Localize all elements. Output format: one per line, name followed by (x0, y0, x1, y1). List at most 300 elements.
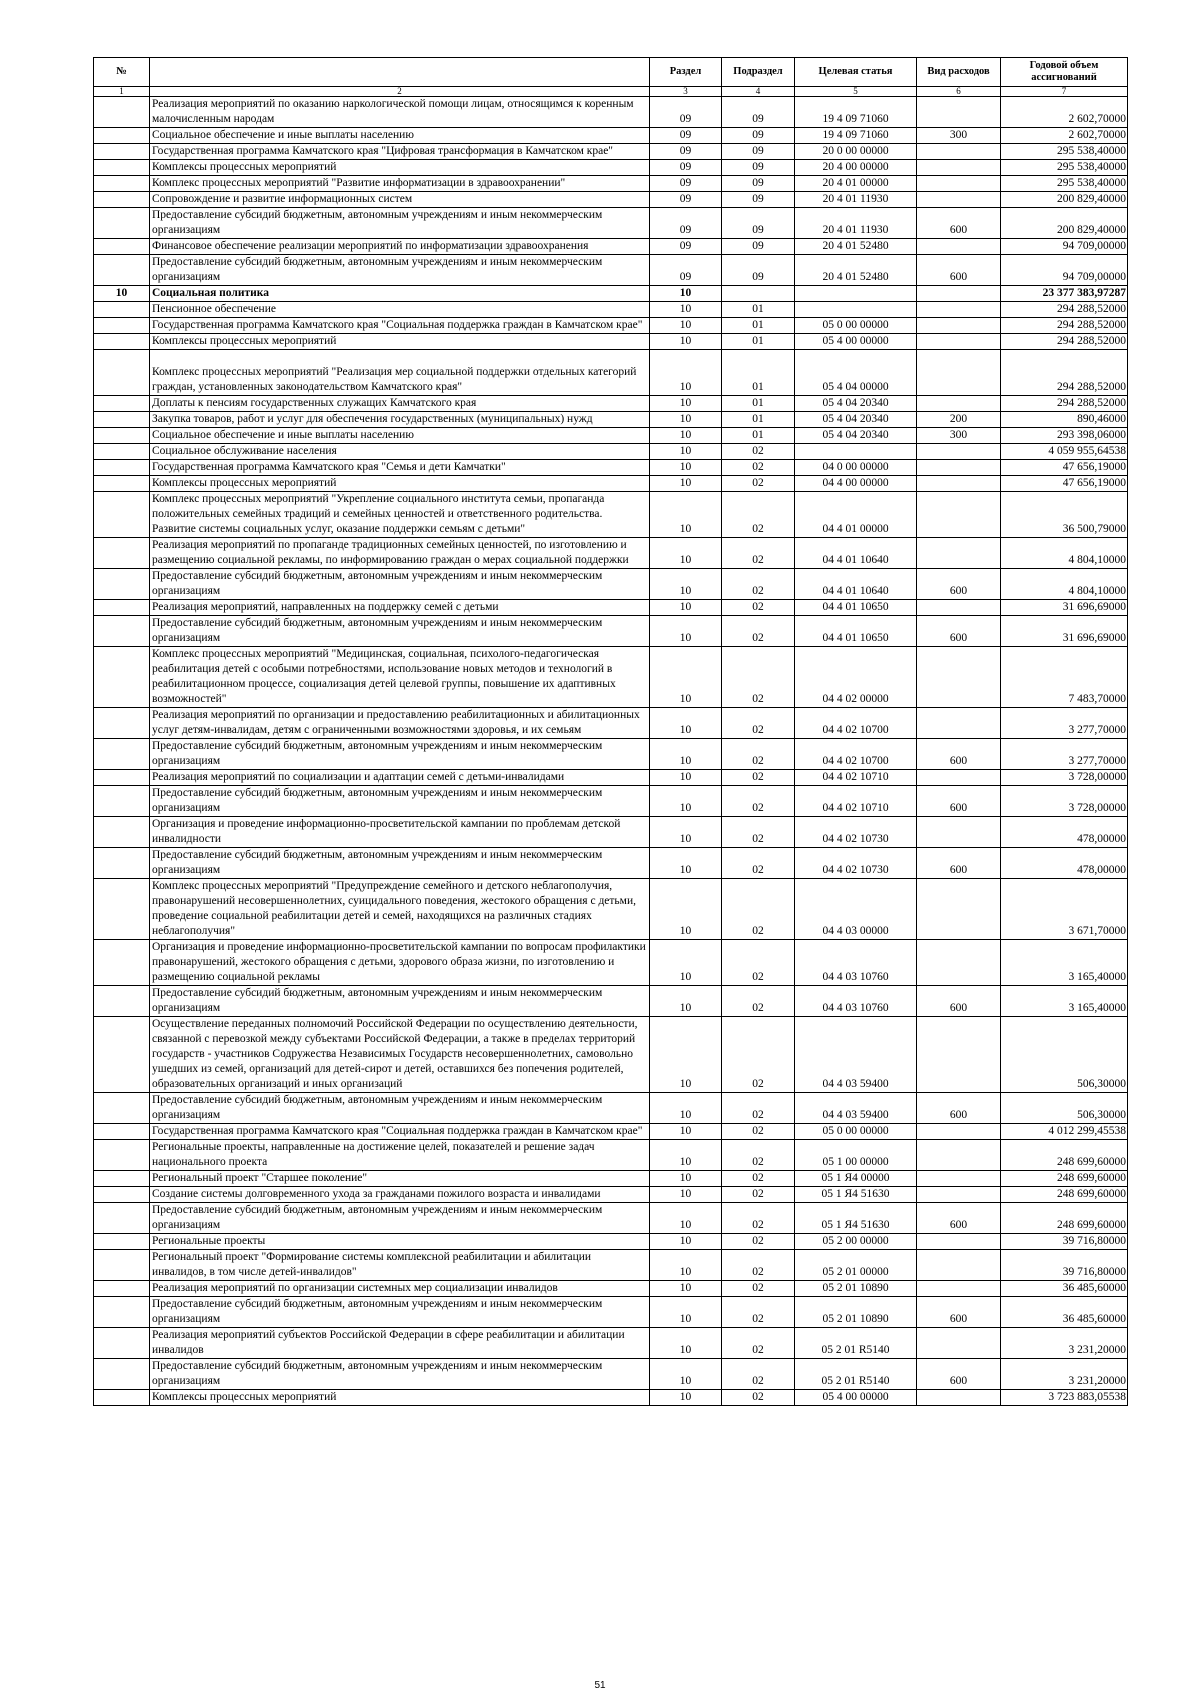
row-number (94, 1250, 150, 1281)
expense-name: Пенсионное обеспечение (150, 302, 650, 318)
section-code: 10 (650, 350, 722, 396)
row-number (94, 412, 150, 428)
section-code: 10 (650, 334, 722, 350)
table-row (94, 1171, 1128, 1187)
expense-name: Предоставление субсидий бюджетным, автономным учреждениям и иным некоммерческим организациям (150, 1359, 650, 1390)
section-code: 09 (650, 192, 722, 208)
expense-name: Региональный проект "Старшее поколение" (150, 1171, 650, 1187)
row-number (94, 940, 150, 986)
target-article-code: 20 4 01 11930 (795, 208, 917, 239)
table-row (94, 770, 1128, 786)
table-row (94, 1359, 1128, 1390)
annual-amount: 47 656,19000 (1001, 460, 1128, 476)
annual-amount: 94 709,00000 (1001, 239, 1128, 255)
table-row (94, 1234, 1128, 1250)
row-number (94, 1140, 150, 1171)
subsection-code: 09 (722, 208, 795, 239)
target-article-code: 04 0 00 00000 (795, 460, 917, 476)
target-article-code: 04 4 00 00000 (795, 476, 917, 492)
annual-amount: 39 716,80000 (1001, 1250, 1128, 1281)
expense-type-code (917, 1250, 1001, 1281)
section-code: 10 (650, 647, 722, 708)
subsection-code: 02 (722, 1140, 795, 1171)
target-article-code: 04 4 02 10710 (795, 770, 917, 786)
target-article-code: 04 4 02 10730 (795, 817, 917, 848)
target-article-code: 05 2 01 10890 (795, 1297, 917, 1328)
expense-name: Финансовое обеспечение реализации мероприятий по информатизации здравоохранения (150, 239, 650, 255)
expense-type-code (917, 1187, 1001, 1203)
expense-type-code: 600 (917, 986, 1001, 1017)
section-code: 10 (650, 286, 722, 302)
column-number: 6 (917, 87, 1001, 97)
expense-type-code: 600 (917, 739, 1001, 770)
annual-amount: 248 699,60000 (1001, 1171, 1128, 1187)
row-number (94, 334, 150, 350)
annual-amount: 890,46000 (1001, 412, 1128, 428)
expense-name: Комплекс процессных мероприятий "Укрепление социального института семьи, пропаганда положительных семейных традиций и семейных ценностей и ответственного родительства. Развитие системы социальных услуг, оказание поддержки семьям с детьми" (150, 492, 650, 538)
section-code: 10 (650, 770, 722, 786)
expense-type-code: 200 (917, 412, 1001, 428)
expense-type-code: 300 (917, 128, 1001, 144)
annual-amount: 4 012 299,45538 (1001, 1124, 1128, 1140)
subsection-code: 02 (722, 460, 795, 476)
target-article-code: 04 4 02 10700 (795, 708, 917, 739)
section-code: 10 (650, 817, 722, 848)
row-number (94, 476, 150, 492)
annual-amount: 3 231,20000 (1001, 1359, 1128, 1390)
header-number: № (94, 58, 150, 87)
target-article-code: 05 2 01 10890 (795, 1281, 917, 1297)
table-row (94, 334, 1128, 350)
subsection-code: 02 (722, 1124, 795, 1140)
row-number (94, 444, 150, 460)
expense-type-code (917, 1017, 1001, 1093)
subsection-code: 02 (722, 1281, 795, 1297)
section-code: 09 (650, 97, 722, 128)
table-row (94, 647, 1128, 708)
target-article-code: 05 2 00 00000 (795, 1234, 917, 1250)
row-number (94, 647, 150, 708)
target-article-code: 20 4 01 11930 (795, 192, 917, 208)
expense-type-code: 600 (917, 1297, 1001, 1328)
annual-amount: 3 728,00000 (1001, 786, 1128, 817)
section-code: 09 (650, 255, 722, 286)
target-article-code (795, 302, 917, 318)
table-row (94, 476, 1128, 492)
section-code: 10 (650, 1203, 722, 1234)
row-number (94, 616, 150, 647)
header-expense-type: Вид расходов (917, 58, 1001, 87)
row-number (94, 848, 150, 879)
column-number: 4 (722, 87, 795, 97)
annual-amount: 2 602,70000 (1001, 97, 1128, 128)
table-row (94, 144, 1128, 160)
expense-type-code (917, 1328, 1001, 1359)
section-code: 10 (650, 616, 722, 647)
annual-amount: 294 288,52000 (1001, 396, 1128, 412)
target-article-code: 20 4 01 00000 (795, 176, 917, 192)
target-article-code: 05 4 00 00000 (795, 1390, 917, 1406)
annual-amount: 36 485,60000 (1001, 1281, 1128, 1297)
annual-amount: 294 288,52000 (1001, 334, 1128, 350)
row-number (94, 879, 150, 940)
row-number (94, 492, 150, 538)
expense-type-code (917, 160, 1001, 176)
annual-amount: 3 671,70000 (1001, 879, 1128, 940)
subsection-code: 02 (722, 444, 795, 460)
expense-name: Комплекс процессных мероприятий "Предупреждение семейного и детского неблагополучия, правонарушений несовершеннолетних, суицидального поведения, жестокого обращения с детьми, проведение социальной реабилитации детей и семей, находящихся на различных стадиях неблагополучия" (150, 879, 650, 940)
table-row (94, 1140, 1128, 1171)
table-row (94, 208, 1128, 239)
row-number (94, 538, 150, 569)
table-body (94, 97, 1128, 1406)
expense-type-code (917, 1124, 1001, 1140)
target-article-code: 04 4 01 10640 (795, 569, 917, 600)
target-article-code: 04 4 02 10710 (795, 786, 917, 817)
table-row (94, 940, 1128, 986)
section-code: 10 (650, 1234, 722, 1250)
section-code: 10 (650, 1140, 722, 1171)
expense-type-code (917, 318, 1001, 334)
annual-amount: 478,00000 (1001, 848, 1128, 879)
expense-type-code (917, 1281, 1001, 1297)
expense-name: Организация и проведение информационно-просветительской кампании по вопросам профилактики правонарушений, жестокого обращения с детьми, здорового образа жизни, по изготовлению и размещению социальной рекламы (150, 940, 650, 986)
section-code: 10 (650, 1390, 722, 1406)
subsection-code: 02 (722, 1203, 795, 1234)
expense-name: Предоставление субсидий бюджетным, автономным учреждениям и иным некоммерческим организациям (150, 616, 650, 647)
table-row (94, 739, 1128, 770)
subsection-code: 02 (722, 569, 795, 600)
target-article-code: 05 2 01 00000 (795, 1250, 917, 1281)
table-row (94, 128, 1128, 144)
expense-name: Комплекс процессных мероприятий "Реализация мер социальной поддержки отдельных категорий граждан, установленных законодательством Камчатского края" (150, 350, 650, 396)
target-article-code: 04 4 03 10760 (795, 940, 917, 986)
annual-amount: 200 829,40000 (1001, 208, 1128, 239)
target-article-code: 05 4 04 20340 (795, 412, 917, 428)
expense-name: Реализация мероприятий по организации и предоставлению реабилитационных и абилитационных услуг детям-инвалидам, детям с ограниченными возможностями здоровья, и их семьям (150, 708, 650, 739)
budget-table (93, 57, 1128, 1406)
subsection-code: 02 (722, 770, 795, 786)
section-code: 10 (650, 786, 722, 817)
subsection-code: 02 (722, 817, 795, 848)
table-row (94, 786, 1128, 817)
annual-amount: 3 723 883,05538 (1001, 1390, 1128, 1406)
table-row (94, 286, 1128, 302)
expense-name: Предоставление субсидий бюджетным, автономным учреждениям и иным некоммерческим организациям (150, 986, 650, 1017)
table-row (94, 600, 1128, 616)
expense-name: Доплаты к пенсиям государственных служащих Камчатского края (150, 396, 650, 412)
expense-name: Комплексы процессных мероприятий (150, 1390, 650, 1406)
annual-amount: 295 538,40000 (1001, 160, 1128, 176)
table-row (94, 569, 1128, 600)
section-code: 10 (650, 492, 722, 538)
table-row (94, 708, 1128, 739)
row-number (94, 770, 150, 786)
subsection-code: 01 (722, 350, 795, 396)
expense-name: Комплексы процессных мероприятий (150, 476, 650, 492)
column-numbers-row (94, 87, 1128, 97)
table-row (94, 1328, 1128, 1359)
target-article-code: 04 4 03 00000 (795, 879, 917, 940)
section-code: 10 (650, 569, 722, 600)
row-number (94, 428, 150, 444)
expense-name: Региональные проекты, направленные на достижение целей, показателей и решение задач национального проекта (150, 1140, 650, 1171)
target-article-code: 05 4 04 00000 (795, 350, 917, 396)
row-number (94, 1234, 150, 1250)
row-number (94, 302, 150, 318)
expense-type-code (917, 239, 1001, 255)
expense-name: Предоставление субсидий бюджетным, автономным учреждениям и иным некоммерческим организациям (150, 255, 650, 286)
header-subsection: Подраздел (722, 58, 795, 87)
row-number (94, 986, 150, 1017)
target-article-code: 04 4 03 10760 (795, 986, 917, 1017)
table-row (94, 879, 1128, 940)
expense-type-code: 600 (917, 208, 1001, 239)
row-number (94, 1390, 150, 1406)
annual-amount: 294 288,52000 (1001, 350, 1128, 396)
row-number (94, 600, 150, 616)
budget-table-sheet (93, 57, 1127, 1406)
annual-amount: 39 716,80000 (1001, 1234, 1128, 1250)
expense-type-code (917, 396, 1001, 412)
row-number (94, 1359, 150, 1390)
expense-type-code (917, 940, 1001, 986)
annual-amount: 4 804,10000 (1001, 569, 1128, 600)
section-code: 10 (650, 302, 722, 318)
subsection-code: 09 (722, 239, 795, 255)
target-article-code: 05 1 00 00000 (795, 1140, 917, 1171)
expense-name: Предоставление субсидий бюджетным, автономным учреждениям и иным некоммерческим организациям (150, 848, 650, 879)
annual-amount: 200 829,40000 (1001, 192, 1128, 208)
section-code: 10 (650, 848, 722, 879)
row-number (94, 144, 150, 160)
annual-amount: 94 709,00000 (1001, 255, 1128, 286)
table-row (94, 176, 1128, 192)
expense-name: Реализация мероприятий, направленных на поддержку семей с детьми (150, 600, 650, 616)
subsection-code: 02 (722, 616, 795, 647)
subsection-code (722, 286, 795, 302)
table-row (94, 350, 1128, 396)
subsection-code: 02 (722, 476, 795, 492)
row-number (94, 208, 150, 239)
expense-name: Создание системы долговременного ухода за гражданами пожилого возраста и инвалидами (150, 1187, 650, 1203)
subsection-code: 09 (722, 255, 795, 286)
expense-name: Комплекс процессных мероприятий "Медицинская, социальная, психолого-педагогическая реабилитация детей с особыми потребностями, использование новых методов и технологий в реабилитационном процессе, социализация детей целевой группы, повышение их адаптивных возможностей" (150, 647, 650, 708)
section-code: 09 (650, 208, 722, 239)
row-number (94, 1124, 150, 1140)
expense-type-code: 600 (917, 1093, 1001, 1124)
subsection-code: 01 (722, 428, 795, 444)
table-row (94, 160, 1128, 176)
subsection-code: 02 (722, 1390, 795, 1406)
expense-type-code (917, 476, 1001, 492)
target-article-code: 05 4 04 20340 (795, 396, 917, 412)
expense-name: Социальное обслуживание населения (150, 444, 650, 460)
expense-name: Комплекс процессных мероприятий "Развитие информатизации в здравоохранении" (150, 176, 650, 192)
expense-type-code: 600 (917, 616, 1001, 647)
section-code: 09 (650, 144, 722, 160)
target-article-code: 05 0 00 00000 (795, 318, 917, 334)
target-article-code: 04 4 02 10730 (795, 848, 917, 879)
expense-type-code (917, 647, 1001, 708)
section-code: 10 (650, 879, 722, 940)
expense-name: Государственная программа Камчатского края "Семья и дети Камчатки" (150, 460, 650, 476)
annual-amount: 36 500,79000 (1001, 492, 1128, 538)
row-number (94, 786, 150, 817)
annual-amount: 3 165,40000 (1001, 986, 1128, 1017)
row-number (94, 350, 150, 396)
expense-type-code (917, 770, 1001, 786)
target-article-code: 19 4 09 71060 (795, 97, 917, 128)
expense-name: Социальная политика (150, 286, 650, 302)
table-row (94, 1281, 1128, 1297)
header-target-article: Целевая статья (795, 58, 917, 87)
expense-type-code (917, 192, 1001, 208)
annual-amount: 295 538,40000 (1001, 176, 1128, 192)
subsection-code: 02 (722, 600, 795, 616)
target-article-code: 05 1 Я4 51630 (795, 1187, 917, 1203)
row-number (94, 176, 150, 192)
expense-type-code (917, 1140, 1001, 1171)
table-row (94, 986, 1128, 1017)
column-number: 2 (150, 87, 650, 97)
expense-type-code: 600 (917, 1203, 1001, 1234)
annual-amount: 31 696,69000 (1001, 600, 1128, 616)
target-article-code: 04 4 01 10650 (795, 600, 917, 616)
subsection-code: 09 (722, 160, 795, 176)
table-row (94, 1250, 1128, 1281)
expense-type-code (917, 492, 1001, 538)
expense-name: Предоставление субсидий бюджетным, автономным учреждениям и иным некоммерческим организациям (150, 569, 650, 600)
row-number (94, 192, 150, 208)
row-number (94, 239, 150, 255)
target-article-code (795, 286, 917, 302)
subsection-code: 02 (722, 739, 795, 770)
row-number (94, 396, 150, 412)
section-code: 10 (650, 318, 722, 334)
section-code: 10 (650, 396, 722, 412)
subsection-code: 02 (722, 1171, 795, 1187)
subsection-code: 09 (722, 144, 795, 160)
table-row (94, 1297, 1128, 1328)
target-article-code: 04 4 02 10700 (795, 739, 917, 770)
row-number (94, 460, 150, 476)
row-number (94, 128, 150, 144)
target-article-code: 05 0 00 00000 (795, 1124, 917, 1140)
row-number (94, 1017, 150, 1093)
section-code: 09 (650, 160, 722, 176)
expense-name: Осуществление переданных полномочий Российской Федерации по осуществлению деятельности, связанной с перевозкой между субъектами Российской Федерации, а также в пределах территорий государств - участников Содружества Независимых Государств несовершеннолетних, самовольно ушедших из семей, организаций для детей-сирот и детей, оставшихся без попечения родителей, образовательных организаций и иных организаций (150, 1017, 650, 1093)
expense-type-code (917, 144, 1001, 160)
section-code: 09 (650, 239, 722, 255)
annual-amount: 4 804,10000 (1001, 538, 1128, 569)
subsection-code: 02 (722, 986, 795, 1017)
expense-name: Государственная программа Камчатского края "Социальная поддержка граждан в Камчатском крае" (150, 1124, 650, 1140)
section-code: 10 (650, 600, 722, 616)
target-article-code: 04 4 01 00000 (795, 492, 917, 538)
subsection-code: 09 (722, 192, 795, 208)
expense-name: Реализация мероприятий по пропаганде традиционных семейных ценностей, по изготовлению и размещению социальной рекламы, по информированию граждан о мерах социальной поддержки (150, 538, 650, 569)
annual-amount: 3 231,20000 (1001, 1328, 1128, 1359)
row-number (94, 708, 150, 739)
target-article-code: 19 4 09 71060 (795, 128, 917, 144)
column-number: 3 (650, 87, 722, 97)
subsection-code: 02 (722, 1234, 795, 1250)
annual-amount: 294 288,52000 (1001, 302, 1128, 318)
expense-type-code: 600 (917, 848, 1001, 879)
subsection-code: 09 (722, 97, 795, 128)
table-row (94, 396, 1128, 412)
table-row (94, 616, 1128, 647)
section-code: 10 (650, 1281, 722, 1297)
expense-type-code (917, 708, 1001, 739)
row-number (94, 1187, 150, 1203)
annual-amount: 506,30000 (1001, 1017, 1128, 1093)
header-row (94, 58, 1128, 87)
subsection-code: 02 (722, 1017, 795, 1093)
row-number (94, 1203, 150, 1234)
annual-amount: 2 602,70000 (1001, 128, 1128, 144)
expense-name: Предоставление субсидий бюджетным, автономным учреждениям и иным некоммерческим организациям (150, 1093, 650, 1124)
section-code: 10 (650, 476, 722, 492)
annual-amount: 3 277,70000 (1001, 739, 1128, 770)
expense-type-code (917, 817, 1001, 848)
column-number: 1 (94, 87, 150, 97)
header-section: Раздел (650, 58, 722, 87)
target-article-code: 05 2 01 R5140 (795, 1359, 917, 1390)
annual-amount: 23 377 383,97287 (1001, 286, 1128, 302)
table-row (94, 302, 1128, 318)
annual-amount: 248 699,60000 (1001, 1140, 1128, 1171)
row-number (94, 1093, 150, 1124)
expense-name: Комплексы процессных мероприятий (150, 334, 650, 350)
subsection-code: 01 (722, 412, 795, 428)
expense-type-code (917, 350, 1001, 396)
table-row (94, 255, 1128, 286)
table-row (94, 1017, 1128, 1093)
annual-amount: 248 699,60000 (1001, 1187, 1128, 1203)
table-row (94, 192, 1128, 208)
expense-name: Предоставление субсидий бюджетным, автономным учреждениям и иным некоммерческим организациям (150, 739, 650, 770)
subsection-code: 02 (722, 647, 795, 708)
expense-type-code: 600 (917, 569, 1001, 600)
expense-type-code (917, 302, 1001, 318)
subsection-code: 01 (722, 302, 795, 318)
table-row (94, 1124, 1128, 1140)
expense-name: Социальное обеспечение и иные выплаты населению (150, 428, 650, 444)
target-article-code: 05 4 00 00000 (795, 334, 917, 350)
section-code: 10 (650, 538, 722, 569)
expense-name: Региональные проекты (150, 1234, 650, 1250)
subsection-code: 02 (722, 786, 795, 817)
table-row (94, 428, 1128, 444)
subsection-code: 02 (722, 1297, 795, 1328)
expense-name: Социальное обеспечение и иные выплаты населению (150, 128, 650, 144)
annual-amount: 478,00000 (1001, 817, 1128, 848)
section-code: 10 (650, 460, 722, 476)
section-code: 09 (650, 128, 722, 144)
subsection-code: 09 (722, 128, 795, 144)
section-code: 10 (650, 986, 722, 1017)
annual-amount: 3 277,70000 (1001, 708, 1128, 739)
section-code: 10 (650, 1359, 722, 1390)
expense-type-code (917, 460, 1001, 476)
subsection-code: 02 (722, 1187, 795, 1203)
expense-type-code: 600 (917, 255, 1001, 286)
expense-name: Реализация мероприятий по оказанию наркологической помощи лицам, относящимся к коренным малочисленным народам (150, 97, 650, 128)
table-row (94, 848, 1128, 879)
subsection-code: 01 (722, 334, 795, 350)
